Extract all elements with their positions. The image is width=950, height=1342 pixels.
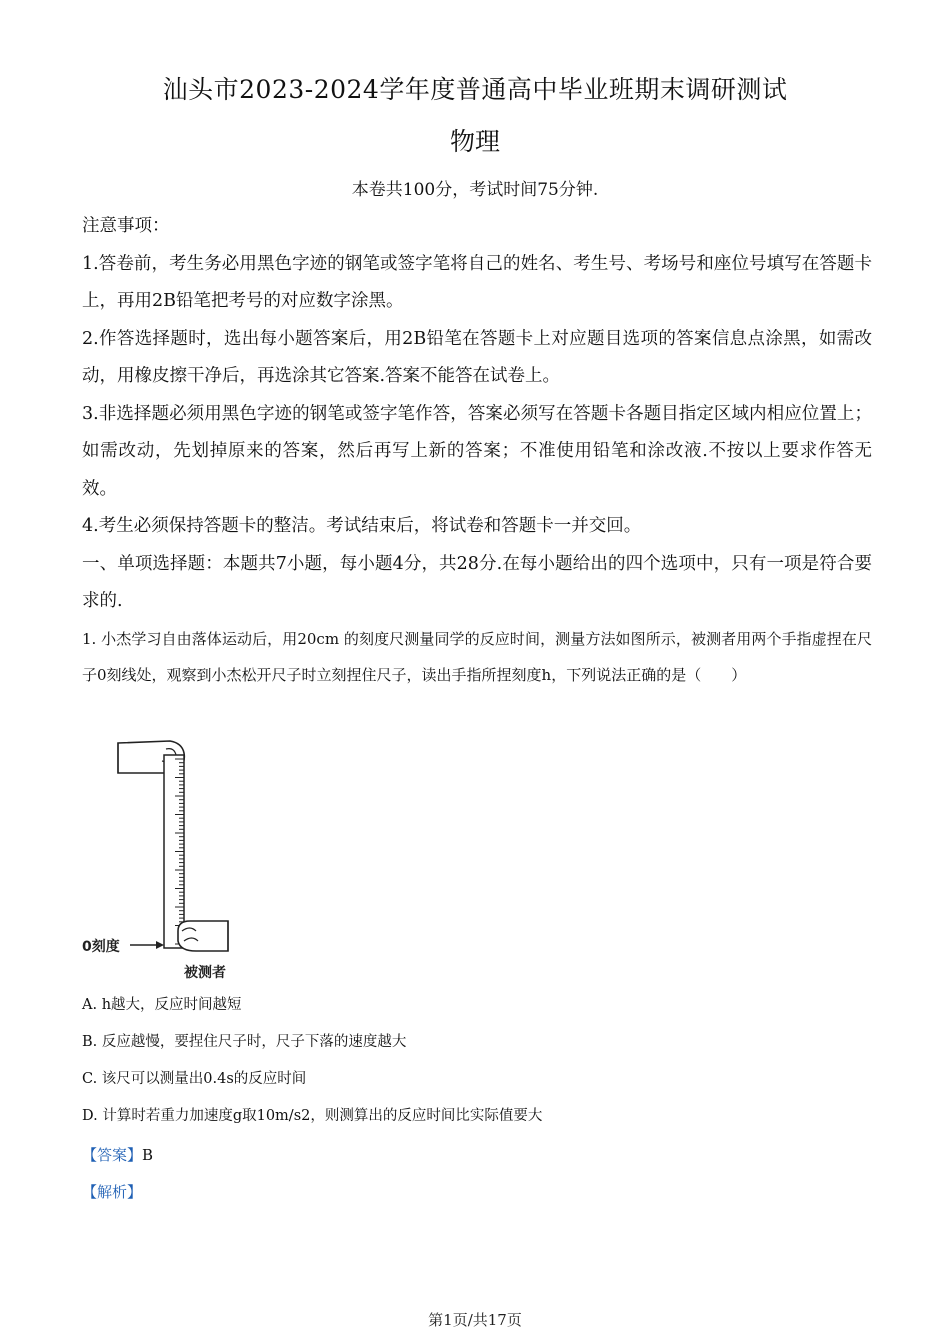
answer-value: B bbox=[142, 1146, 154, 1164]
subject-title: 物理 bbox=[449, 127, 500, 156]
section-heading: 一、单项选择题：本题共7小题，每小题4分，共28分.在每小题给出的四个选项中，只有一项是符合要求的. bbox=[82, 553, 872, 611]
ruler bbox=[164, 755, 184, 948]
zero-arrow bbox=[130, 941, 164, 949]
answer-tag: 【答案】 bbox=[82, 1146, 143, 1164]
exam-title: 汕头市2023-2024学年度普通高中毕业班期末调研测试 bbox=[162, 75, 788, 104]
exam-meta: 本卷共100分，考试时间75分钟. bbox=[351, 180, 599, 200]
page-footer: 第1页/共17页 bbox=[428, 1311, 522, 1329]
question-1 bbox=[82, 622, 872, 693]
zero-label: 0刻度 bbox=[82, 939, 120, 955]
note-item-1: 1.答卷前，考生务必用黑色字迹的钢笔或签字笔将自己的姓名、考生号、考场号和座位号填写在答题卡上，再用2B铅笔把考号的对应数字涂黑。 bbox=[82, 253, 872, 311]
note-item-3: 3.非选择题必须用黑色字迹的钢笔或签字笔作答，答案必须写在答题卡各题目指定区域内相应位置上；如需改动，先划掉原来的答案，然后再写上新的答案；不准使用铅笔和涂改液.不按以上要求作答无效。 bbox=[82, 403, 872, 499]
option-a: A. h越大，反应时间越短 bbox=[82, 997, 242, 1013]
option-d: D. 计算时若重力加速度g取10m/s2，则测算出的反应时间比实际值要大 bbox=[82, 1108, 543, 1124]
tested-hand-icon bbox=[178, 921, 228, 951]
answer-row bbox=[82, 1140, 153, 1170]
note-item-2: 2.作答选择题时，选出每小题答案后，用2B铅笔在答题卡上对应题目选项的答案信息点涂黑，如需改动，用橡皮擦干净后，再选涂其它答案.答案不能答在试卷上。 bbox=[82, 328, 872, 386]
notes-heading: 注意事项： bbox=[82, 216, 170, 236]
question-1-stem: 1. 小杰学习自由落体运动后，用20cm 的刻度尺测量同学的反应时间，测量方法如图所示，被测者用两个手指虚捏在尺子0刻线处，观察到小杰松开尺子时立刻捏住尺子，读出手指所捏刻度h，下列说法正确的是（ ） bbox=[82, 630, 872, 684]
question-1-options bbox=[82, 987, 872, 1135]
notes-block bbox=[82, 208, 872, 621]
note-item-4: 4.考生必须保持答题卡的整洁。考试结束后，将试卷和答题卡一并交回。 bbox=[82, 516, 642, 536]
analysis-tag: 【解析】 bbox=[82, 1183, 143, 1201]
option-c: C. 该尺可以测量出0.4s的反应时间 bbox=[82, 1071, 307, 1087]
option-b: B. 反应越慢，要捏住尺子时，尺子下落的速度越大 bbox=[82, 1034, 407, 1050]
analysis-row bbox=[82, 1177, 142, 1207]
tested-label: 被测者 bbox=[184, 965, 226, 981]
ruler-figure bbox=[78, 735, 248, 985]
